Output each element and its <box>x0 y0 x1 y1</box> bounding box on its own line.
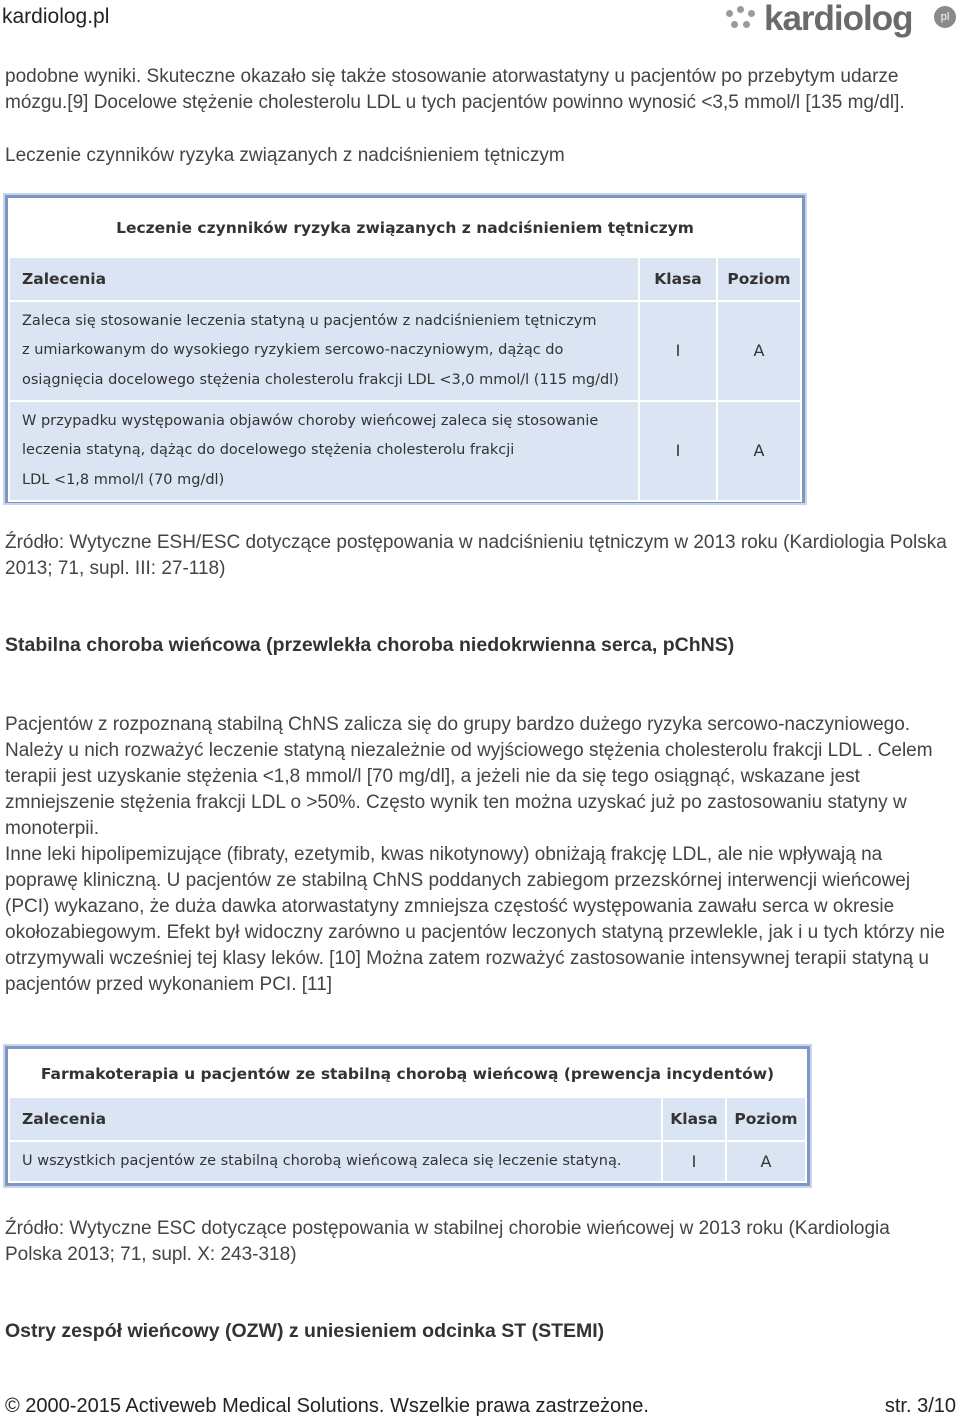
stable-cad-pharmacotherapy-table <box>5 1046 810 1186</box>
logo-text: kardiolog <box>764 0 913 38</box>
table2-row1-text: U wszystkich pacjentów ze stabilną chorobą wieńcową zaleca się leczenie statyną. <box>9 1141 662 1182</box>
footer-copyright: © 2000-2015 Activeweb Medical Solutions. Wszelkie prawa zastrzeżone. <box>5 1395 649 1417</box>
table2-header-poziom: Poziom <box>726 1097 806 1140</box>
intro-paragraph: podobne wyniki. Skuteczne okazało się także stosowanie atorwastatyny u pacjentów po przebytym udarze mózgu.[9] Docelowe stężenie cholesterolu LDL u tych pacjentów powinno wynosić <3,5 mmol/l [135 mg/dl]. <box>5 66 905 113</box>
kardiolog-logo <box>720 0 960 44</box>
table2-title: Farmakoterapia u pacjentów ze stabilną chorobą wieńcową (prewencja incydentów) <box>9 1050 806 1097</box>
table1-header-klasa: Klasa <box>639 257 717 301</box>
table1-row1-text: Zaleca się stosowanie leczenia statyną u pacjentów z nadciśnieniem tętniczym z umiarkowanym do wysokiego ryzykiem sercowo-naczyniowym, dążąc do osiągnięcia docelowego stężenia cholesterolu frakcji LDL <3,0 mmol/l (115 mg/dl) <box>9 301 639 401</box>
site-name: kardiolog.pl <box>2 5 110 28</box>
table-row <box>9 301 801 401</box>
section-heading-stable-cad: Stabilna choroba wieńcowa (przewlekła choroba niedokrwienna serca, pChNS) <box>5 634 735 656</box>
logo-dots-icon <box>726 6 756 36</box>
table1-title: Leczenie czynników ryzyka związanych z nadciśnieniem tętniczym <box>9 199 801 257</box>
hypertension-recommendations-table <box>5 195 805 503</box>
body-paragraph-1: Pacjentów z rozpoznaną stabilną ChNS zalicza się do grupy bardzo dużego ryzyka sercowo-naczyniowego. Należy u nich rozważyć leczenie statyną niezależnie od wyjściowego stężenia cholesterolu frakcji LDL . Celem terapii jest uzyskanie stężenia <1,8 mmol/l [70 mg/dl], a jeżeli nie da się tego osiągnąć, wskazane jest zmniejszenie stężenia frakcji LDL o >50%. Często wynik ten można uzyskać już po zastosowaniu statyny w monoterpii. <box>5 714 933 839</box>
source-citation-2: Źródło: Wytyczne ESC dotyczące postępowania w stabilnej chorobie wieńcowej w 2013 roku (Kardiologia Polska 2013; 71, supl. X: 243-318) <box>5 1218 890 1265</box>
body-paragraph-2: Inne leki hipolipemizujące (fibraty, ezetymib, kwas nikotynowy) obniżają frakcję LDL, ale nie wpływają na poprawę kliniczną. U pacjentów ze stabilną ChNS poddanych zabiegom przezskórnej interwencji wieńcowej (PCI) wykazano, że duża dawka atorwastatyny zmniejsza częstość występowania zawału serca w okresie okołozabiegowym. Efekt był widoczny zarówno u pacjentów leczonych statyną przewlekle, jak i u tych którzy nie otrzymywali wcześniej tej klasy leków. [10] Można zatem rozważyć zastosowanie intensywnej terapii statyną u pacjentów przed wykonaniem PCI. [11] <box>5 844 945 995</box>
section-heading-stemi: Ostry zespół wieńcowy (OZW) z uniesieniem odcinka ST (STEMI) <box>5 1320 605 1342</box>
page-number: str. 3/10 <box>884 1395 956 1417</box>
table1-row1-poziom: A <box>717 301 801 401</box>
table1-row1-klasa: I <box>639 301 717 401</box>
logo-badge: pl <box>934 6 956 28</box>
table1-row2-poziom: A <box>717 401 801 501</box>
table2-row1-klasa: I <box>662 1141 726 1182</box>
table1-row2-text: W przypadku występowania objawów choroby wieńcowej zaleca się stosowanie leczenia statyną, dążąc do docelowego stężenia cholesterolu frakcji LDL <1,8 mmol/l (70 mg/dl) <box>9 401 639 501</box>
table1-caption: Leczenie czynników ryzyka związanych z nadciśnieniem tętniczym <box>5 145 565 166</box>
table-row <box>9 401 801 501</box>
table2-header-zalecenia: Zalecenia <box>9 1097 662 1140</box>
table1-header-poziom: Poziom <box>717 257 801 301</box>
table-row <box>9 1141 806 1182</box>
table1-header-zalecenia: Zalecenia <box>9 257 639 301</box>
table1-row2-klasa: I <box>639 401 717 501</box>
table2-header-klasa: Klasa <box>662 1097 726 1140</box>
source-citation-1: Źródło: Wytyczne ESH/ESC dotyczące postępowania w nadciśnieniu tętniczym w 2013 roku (Kardiologia Polska 2013; 71, supl. III: 27-118) <box>5 532 947 579</box>
table2-row1-poziom: A <box>726 1141 806 1182</box>
